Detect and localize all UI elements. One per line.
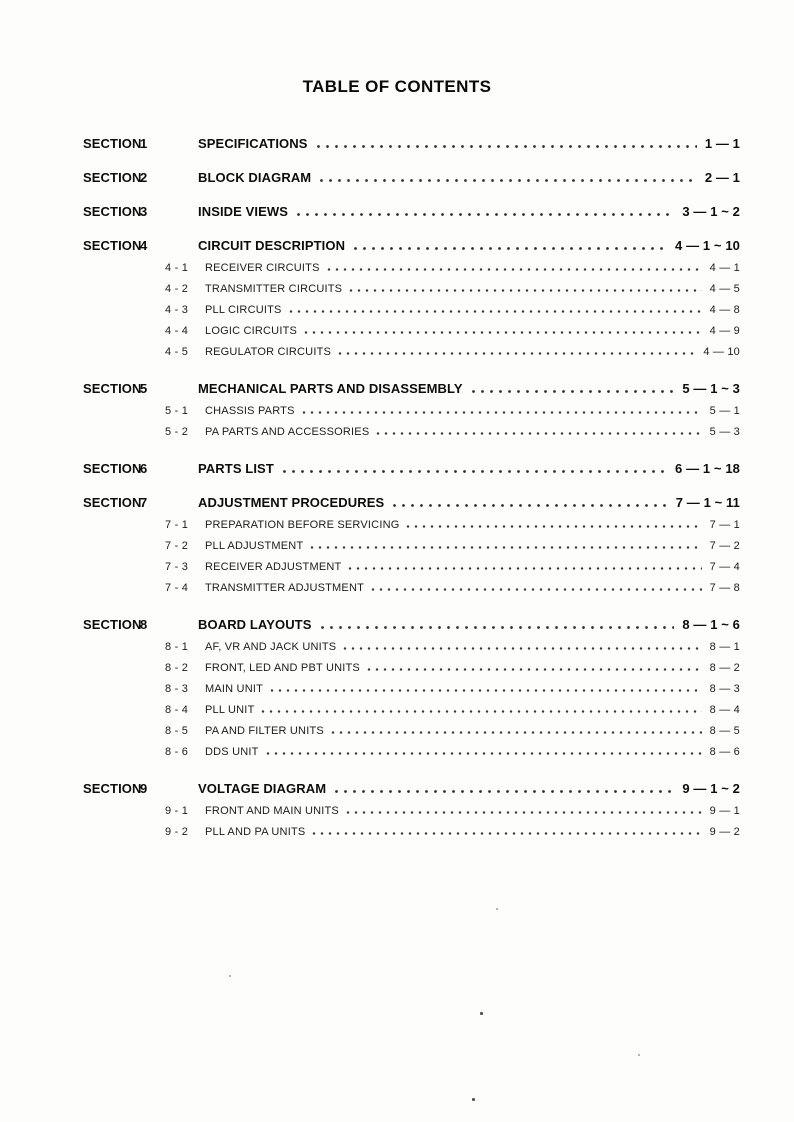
dot-leader [325,268,702,271]
scan-speck [480,1012,483,1015]
toc-section-row [83,494,740,511]
subsection-title: RECEIVER ADJUSTMENT [205,561,342,573]
dot-leader [369,588,702,591]
subsection-number: 9 - 2 [165,826,189,838]
subsection-title: PA PARTS AND ACCESSORIES [205,426,370,438]
subsection-number: 7 - 2 [165,540,189,552]
toc-subsection-row [165,321,740,342]
dot-leader [332,790,674,793]
scan-speck [496,908,498,910]
dot-leader [351,247,667,250]
toc-section-row [83,135,740,152]
dot-leader [268,689,702,692]
subsection-title: PLL UNIT [205,704,255,716]
subsection-title: CHASSIS PARTS [205,405,295,417]
section-title: BLOCK DIAGRAM [198,170,312,185]
section-title: ADJUSTMENT PROCEDURES [198,495,385,510]
section-number: 4 [140,238,148,253]
toc-subsection-list [83,801,740,843]
subsection-page-number: 8 — 1 [709,641,740,653]
subsection-number: 8 - 5 [165,725,189,737]
section-label: SECTION [83,461,142,476]
subsection-number: 5 - 1 [165,405,189,417]
section-number: 6 [140,461,148,476]
subsection-number: 8 - 4 [165,704,189,716]
dot-leader [346,567,701,570]
section-number: 7 [140,495,148,510]
toc-section [83,494,740,599]
dot-leader [404,525,701,528]
toc-subsection-list [83,258,740,363]
toc-section [83,203,740,220]
subsection-page-number: 9 — 1 [709,805,740,817]
dot-leader [294,213,674,216]
toc-subsection-row [165,258,740,279]
dot-leader [300,411,702,414]
subsection-title: REGULATOR CIRCUITS [205,346,332,358]
subsection-title: DDS UNIT [205,746,259,758]
subsection-number: 4 - 5 [165,346,189,358]
dot-leader [302,331,702,334]
subsection-title: PA AND FILTER UNITS [205,725,324,737]
toc-section-row [83,616,740,633]
subsection-number: 4 - 4 [165,325,189,337]
toc-section [83,380,740,443]
toc-subsection-row [165,557,740,578]
subsection-page-number: 5 — 1 [709,405,740,417]
section-number: 1 [140,136,148,151]
toc-section-row [83,169,740,186]
section-page-number: 1 — 1 [704,136,740,151]
page-title: TABLE OF CONTENTS [302,77,492,96]
dot-leader [280,470,667,473]
subsection-number: 8 - 1 [165,641,189,653]
toc-subsection-row [165,801,740,822]
subsection-number: 8 - 3 [165,683,189,695]
section-number: 8 [140,617,148,632]
dot-leader [287,310,702,313]
section-label: SECTION [83,381,142,396]
subsection-title: PLL AND PA UNITS [205,826,306,838]
dot-leader [390,504,667,507]
toc-subsection-list [83,637,740,763]
section-number: 9 [140,781,148,796]
subsection-number: 8 - 6 [165,746,189,758]
scan-speck [472,1098,475,1101]
subsection-title: PLL CIRCUITS [205,304,282,316]
dot-leader [314,145,697,148]
subsection-page-number: 4 — 1 [709,262,740,274]
subsection-number: 9 - 1 [165,805,189,817]
subsection-number: 5 - 2 [165,426,189,438]
dot-leader [308,546,701,549]
section-title: INSIDE VIEWS [198,204,289,219]
subsection-page-number: 8 — 5 [709,725,740,737]
subsection-number: 4 - 2 [165,283,189,295]
toc-section [83,780,740,843]
subsection-title: AF, VR AND JACK UNITS [205,641,337,653]
section-label: SECTION [83,136,142,151]
section-title: VOLTAGE DIAGRAM [198,781,327,796]
subsection-page-number: 8 — 4 [709,704,740,716]
section-number: 2 [140,170,148,185]
section-label: SECTION [83,617,142,632]
toc-subsection-row [165,536,740,557]
toc-subsection-row [165,658,740,679]
section-label: SECTION [83,204,142,219]
subsection-title: PREPARATION BEFORE SERVICING [205,519,400,531]
dot-leader [310,832,701,835]
dot-leader [336,352,695,355]
section-label: SECTION [83,170,142,185]
toc-section [83,135,740,152]
subsection-page-number: 9 — 2 [709,826,740,838]
dot-leader [329,731,702,734]
section-number: 3 [140,204,148,219]
toc-section-row [83,237,740,254]
section-title: BOARD LAYOUTS [198,617,312,632]
toc-subsection-row [165,721,740,742]
subsection-number: 4 - 1 [165,262,189,274]
subsection-page-number: 7 — 1 [709,519,740,531]
scan-speck [638,1054,640,1056]
toc-section-row [83,203,740,220]
toc-subsection-row [165,679,740,700]
subsection-title: LOGIC CIRCUITS [205,325,298,337]
section-page-number: 9 — 1 ~ 2 [682,781,740,796]
subsection-page-number: 8 — 3 [709,683,740,695]
section-label: SECTION [83,495,142,510]
subsection-title: PLL ADJUSTMENT [205,540,304,552]
subsection-number: 7 - 3 [165,561,189,573]
section-page-number: 4 — 1 ~ 10 [675,238,740,253]
table-of-contents [83,135,740,843]
subsection-number: 4 - 3 [165,304,189,316]
section-label: SECTION [83,781,142,796]
dot-leader [259,710,701,713]
subsection-page-number: 4 — 8 [709,304,740,316]
dot-leader [347,289,701,292]
dot-leader [344,811,702,814]
toc-subsection-row [165,401,740,422]
toc-section [83,169,740,186]
dot-leader [264,752,702,755]
subsection-title: FRONT AND MAIN UNITS [205,805,339,817]
section-title: PARTS LIST [198,461,274,476]
subsection-title: MAIN UNIT [205,683,264,695]
toc-subsection-row [165,300,740,321]
section-title: SPECIFICATIONS [198,136,308,151]
dot-leader [374,432,701,435]
dot-leader [317,179,697,182]
section-number: 5 [140,381,148,396]
toc-subsection-row [165,342,740,363]
section-page-number: 6 — 1 ~ 18 [675,461,740,476]
toc-section-row [83,780,740,797]
toc-subsection-row [165,822,740,843]
subsection-title: TRANSMITTER CIRCUITS [205,283,343,295]
toc-subsection-row [165,742,740,763]
subsection-number: 8 - 2 [165,662,189,674]
toc-section [83,237,740,363]
toc-subsection-row [165,700,740,721]
subsection-page-number: 5 — 3 [709,426,740,438]
subsection-number: 7 - 4 [165,582,189,594]
subsection-page-number: 8 — 6 [709,746,740,758]
subsection-page-number: 7 — 2 [709,540,740,552]
toc-section-row [83,460,740,477]
subsection-title: FRONT, LED AND PBT UNITS [205,662,360,674]
toc-subsection-list [83,401,740,443]
section-page-number: 8 — 1 ~ 6 [682,617,740,632]
scan-speck [229,975,231,977]
toc-subsection-row [165,515,740,536]
toc-section [83,616,740,763]
subsection-page-number: 4 — 9 [709,325,740,337]
subsection-number: 7 - 1 [165,519,189,531]
toc-subsection-list [83,515,740,599]
dot-leader [469,390,675,393]
subsection-title: TRANSMITTER ADJUSTMENT [205,582,365,594]
subsection-page-number: 7 — 8 [709,582,740,594]
section-page-number: 5 — 1 ~ 3 [682,381,740,396]
toc-subsection-row [165,422,740,443]
section-title: MECHANICAL PARTS AND DISASSEMBLY [198,381,463,396]
subsection-page-number: 4 — 10 [703,346,740,358]
toc-section-row [83,380,740,397]
section-page-number: 7 — 1 ~ 11 [675,495,740,510]
subsection-page-number: 4 — 5 [709,283,740,295]
toc-subsection-row [165,279,740,300]
section-page-number: 3 — 1 ~ 2 [682,204,740,219]
section-label: SECTION [83,238,142,253]
subsection-page-number: 7 — 4 [709,561,740,573]
subsection-page-number: 8 — 2 [709,662,740,674]
dot-leader [341,647,701,650]
dot-leader [318,626,675,629]
subsection-title: RECEIVER CIRCUITS [205,262,320,274]
toc-subsection-row [165,637,740,658]
toc-subsection-row [165,578,740,599]
section-title: CIRCUIT DESCRIPTION [198,238,346,253]
section-page-number: 2 — 1 [704,170,740,185]
toc-section [83,460,740,477]
dot-leader [365,668,702,671]
